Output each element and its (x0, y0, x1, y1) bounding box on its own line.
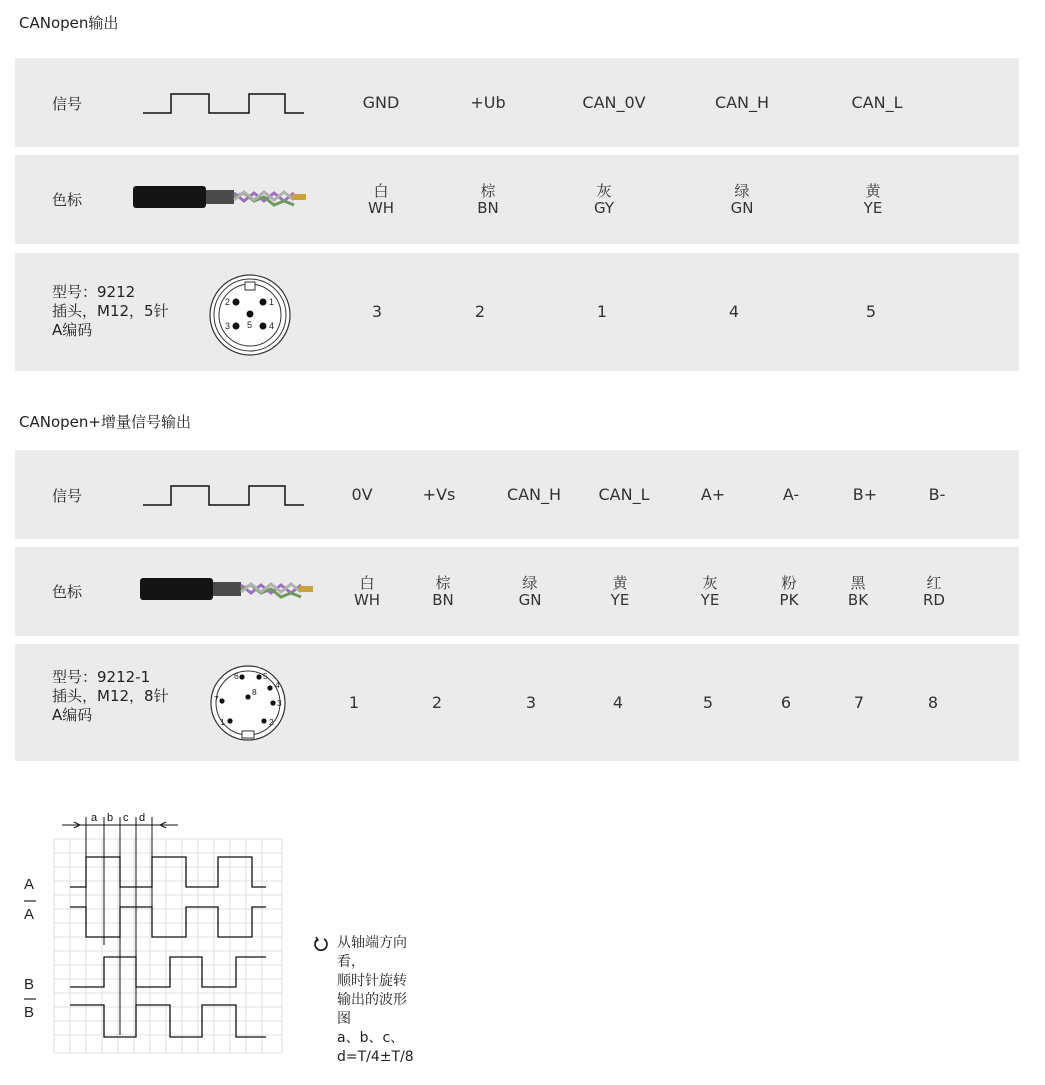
note-line: a、b、c、d=T/4±T/8 (337, 1030, 414, 1065)
square-wave-icon (141, 484, 306, 508)
signal-label: 信号 (52, 487, 83, 505)
color-cell: 黄 YE (610, 573, 630, 609)
color-cell: 绿 GN (730, 181, 754, 217)
signal-value: B- (928, 484, 946, 504)
pin-number: 4 (612, 692, 624, 712)
color-cell: 黑 BK (847, 573, 869, 609)
interval-label: b (107, 812, 114, 824)
color-cell: 棕 BN (432, 573, 454, 609)
section-heading: CANopen输出 (19, 14, 119, 32)
signal-value: CAN_0V (582, 92, 646, 112)
signal-label: 信号 (52, 95, 83, 113)
pin-number: 3 (371, 302, 383, 321)
signal-value: A- (782, 484, 800, 504)
signal-row (15, 58, 1019, 147)
channel-label: A (24, 876, 35, 893)
pin-label: 5 (263, 671, 268, 681)
color-cell: 灰 YE (700, 573, 720, 609)
color-label: 色标 (52, 191, 83, 209)
color-cell: 绿 GN (518, 573, 542, 609)
note-line: 从轴端方向看， (337, 935, 407, 970)
pin-label: 5 (247, 320, 253, 330)
pin-label: 2 (269, 717, 274, 727)
pin-label: 2 (225, 297, 231, 307)
channel-label: A (24, 906, 35, 923)
interval-label: d (139, 812, 146, 824)
section-heading: CANopen+增量信号输出 (19, 413, 191, 431)
channel-label: B (24, 976, 35, 993)
signal-value: GND (362, 92, 400, 112)
rotation-arrow-icon (313, 936, 329, 952)
waveform-b (70, 957, 266, 987)
pin-number: 1 (348, 692, 360, 712)
pin-label: 1 (220, 717, 225, 727)
pin-label: 3 (277, 698, 282, 708)
signal-value: A+ (700, 484, 726, 504)
signal-value: CAN_L (598, 484, 650, 504)
square-wave-icon (141, 92, 306, 116)
model-info: 型号：9212-1 插头，M12，8针 A编码 (52, 668, 169, 724)
signal-value: CAN_H (506, 484, 562, 504)
interval-label: c (123, 812, 129, 824)
color-label: 色标 (52, 583, 83, 601)
color-cell: 粉 PK (779, 573, 799, 609)
pin-number: 6 (780, 692, 792, 712)
pin-label: 3 (225, 321, 231, 331)
signal-value: +Ub (470, 92, 506, 112)
pin-number: 4 (728, 302, 740, 321)
waveform-a-inverted (70, 907, 266, 937)
signal-value: B+ (852, 484, 878, 504)
pin-number: 8 (927, 692, 939, 712)
pin-label: 4 (269, 321, 275, 331)
color-cell: 白 WH (367, 181, 395, 217)
signal-row (15, 450, 1019, 539)
cable-icon (139, 577, 315, 603)
pin-row (15, 253, 1019, 371)
pin-label: 1 (269, 297, 275, 307)
waveform-a (70, 857, 266, 887)
pin-number: 7 (853, 692, 865, 712)
color-cell: 黄 YE (863, 181, 883, 217)
cable-icon (132, 185, 308, 211)
pin-label: 6 (234, 671, 239, 681)
note-line: 顺时针旋转输出的波形图 (337, 973, 407, 1027)
interval-label: a (91, 812, 98, 824)
pin-number: 2 (474, 302, 486, 321)
color-cell: 棕 BN (477, 181, 499, 217)
quadrature-waveform-diagram (20, 805, 290, 1057)
signal-value: CAN_L (851, 92, 903, 112)
pin-label: 7 (214, 694, 219, 704)
color-cell: 白 WH (353, 573, 381, 609)
pin-number: 2 (431, 692, 443, 712)
pin-label: 4 (275, 680, 280, 690)
pin-number: 5 (865, 302, 877, 321)
signal-value: CAN_H (714, 92, 770, 112)
channel-label: B (24, 1004, 35, 1021)
color-cell: 红 RD (923, 573, 945, 609)
pin-row (15, 644, 1019, 761)
signal-value: +Vs (422, 484, 456, 504)
color-row (15, 547, 1019, 636)
connector-5pin-icon (207, 272, 293, 358)
connector-8pin-icon (206, 664, 290, 742)
color-row (15, 155, 1019, 244)
pin-number: 5 (702, 692, 714, 712)
color-cell: 灰 GY (593, 181, 615, 217)
pin-label: 8 (252, 687, 257, 697)
pin-number: 1 (596, 302, 608, 321)
pin-number: 3 (525, 692, 537, 712)
signal-value: 0V (351, 484, 373, 504)
model-info: 型号：9212 插头，M12，5针 A编码 (52, 283, 169, 339)
